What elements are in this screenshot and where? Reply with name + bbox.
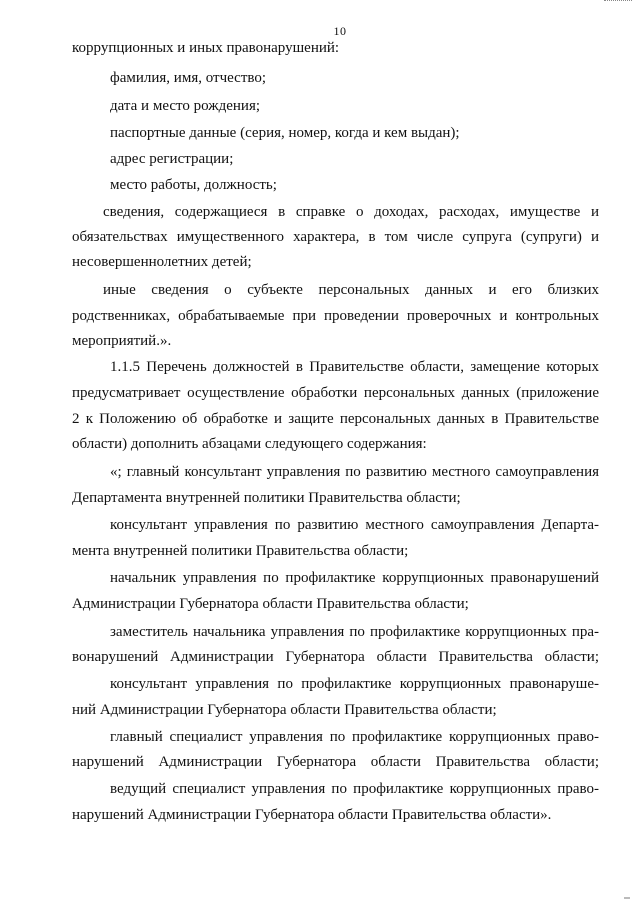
- paragraph-line: мента внутренней политики Правительства области;: [72, 543, 409, 559]
- paragraph-line: «; главный консультант управления по развитию местного самоуправления: [110, 464, 599, 480]
- paragraph-line: иные сведения о субъекте персональных данных и его близких: [103, 282, 599, 298]
- paragraph-line: 1.1.5 Перечень должностей в Правительстве области, замещение которых: [110, 359, 599, 375]
- paragraph-line: несовершеннолетних детей;: [72, 254, 252, 270]
- paragraph-line: 2 к Положению об обработке и защите персональных данных в Правительстве: [72, 411, 599, 427]
- scan-corner-mark: [604, 0, 632, 4]
- paragraph-line: Департамента внутренней политики Правительства области;: [72, 490, 461, 506]
- paragraph-line: ний Администрации Губернатора области Правительства области;: [72, 702, 497, 718]
- paragraph-line: вонарушений Администрации Губернатора области Правительства области;: [72, 649, 599, 665]
- paragraph-line: сведения, содержащиеся в справке о доходах, расходах, имуществе и: [103, 204, 599, 220]
- page-number: 10: [333, 24, 347, 38]
- paragraph-line: мероприятий.».: [72, 333, 172, 349]
- list-item: место работы, должность;: [110, 177, 277, 193]
- paragraph-line: консультант управления по профилактике коррупционных правонаруше-: [110, 676, 599, 692]
- scan-bottom-mark: [624, 897, 630, 899]
- paragraph-line: ведущий специалист управления по профилактике коррупционных право-: [110, 781, 599, 797]
- paragraph-line: главный специалист управления по профилактике коррупционных право-: [110, 729, 599, 745]
- list-item: фамилия, имя, отчество;: [110, 70, 267, 86]
- paragraph-line: начальник управления по профилактике коррупционных правонарушений: [110, 570, 599, 586]
- paragraph-line: предусматривает осуществление обработки персональных данных (приложение: [72, 385, 599, 401]
- paragraph-line: консультант управления по развитию местного самоуправления Департа-: [110, 517, 599, 533]
- list-item: паспортные данные (серия, номер, когда и кем выдан);: [110, 125, 460, 141]
- paragraph-line: Администрации Губернатора области Правительства области;: [72, 596, 469, 612]
- paragraph-line: нарушений Администрации Губернатора области Правительства области».: [72, 807, 552, 823]
- list-item: дата и место рождения;: [110, 98, 261, 114]
- text-line: коррупционных и иных правонарушений:: [72, 40, 340, 56]
- list-item: адрес регистрации;: [110, 151, 234, 167]
- paragraph-line: родственниках, обрабатываемые при проведении проверочных и контрольных: [72, 308, 599, 324]
- paragraph-line: заместитель начальника управления по профилактике коррупционных пра-: [110, 624, 599, 640]
- paragraph-line: области) дополнить абзацами следующего содержания:: [72, 436, 427, 452]
- paragraph-line: нарушений Администрации Губернатора области Правительства области;: [72, 754, 599, 770]
- paragraph-line: обязательствах имущественного характера, в том числе супруга (супруги) и: [72, 229, 599, 245]
